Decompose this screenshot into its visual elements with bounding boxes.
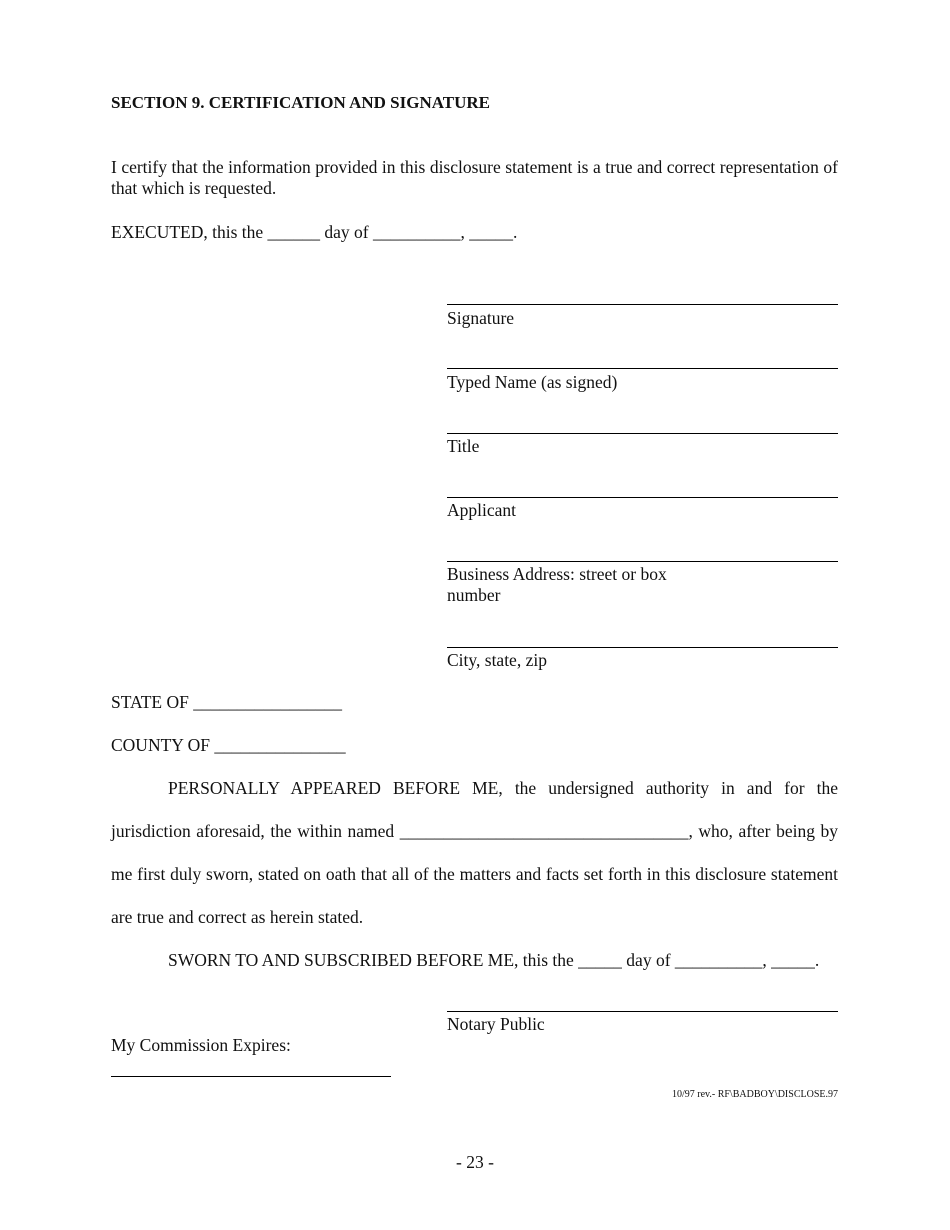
personally-appeared-paragraph: [111, 767, 838, 939]
commission-expires-line[interactable]: [111, 1076, 391, 1077]
page-number: - 23 -: [456, 1152, 494, 1172]
signature-line[interactable]: [447, 304, 838, 305]
title-line[interactable]: [447, 433, 838, 434]
appeared-text: PERSONALLY APPEARED BEFORE ME, the undersigned authority in and for the jurisdiction aforesaid, the within named _________________________________, who, after being by me first duly sworn, stated on oath that all of the matters and facts set forth in this disclosure statement are true and correct as herein stated.: [111, 778, 838, 927]
county-of-line: COUNTY OF _______________: [111, 735, 346, 755]
applicant-line[interactable]: [447, 497, 838, 498]
commission-expires-label: My Commission Expires:: [111, 1035, 291, 1055]
applicant-label: Applicant: [447, 500, 517, 520]
notary-public-label: Notary Public: [447, 1014, 545, 1034]
certification-statement: I certify that the information provided in this disclosure statement is a true and correct representation of that which is requested.: [111, 157, 838, 198]
revision-footer: 10/97 rev.- RF\BADBOY\DISCLOSE.97: [671, 1089, 838, 1100]
business-address-label: Business Address: street or box number: [447, 564, 667, 605]
typed-name-line[interactable]: [447, 368, 838, 369]
notary-signature-line[interactable]: [447, 1011, 838, 1012]
typed-name-label: Typed Name (as signed): [447, 372, 618, 392]
city-state-zip-label: City, state, zip: [447, 650, 547, 670]
executed-date-line: EXECUTED, this the ______ day of __________, _____.: [111, 222, 518, 242]
signature-label: Signature: [447, 308, 515, 328]
state-of-line: STATE OF _________________: [111, 692, 342, 712]
sworn-subscribed-line: SWORN TO AND SUBSCRIBED BEFORE ME, this the _____ day of __________, _____.: [168, 950, 820, 970]
business-address-line[interactable]: [447, 561, 838, 562]
title-label: Title: [447, 436, 480, 456]
city-state-zip-line[interactable]: [447, 647, 838, 648]
section-heading: SECTION 9. CERTIFICATION AND SIGNATURE: [111, 93, 490, 112]
